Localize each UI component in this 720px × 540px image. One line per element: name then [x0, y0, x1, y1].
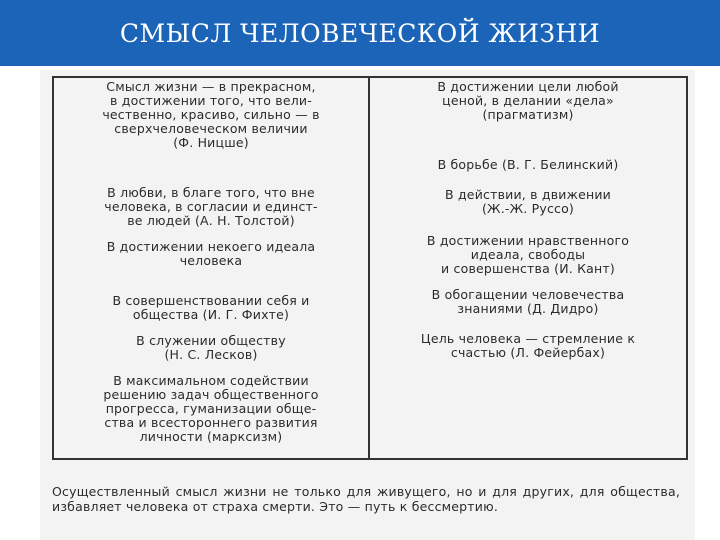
- table-cell: В служении обществу (Н. С. Лесков): [136, 333, 286, 362]
- table-cell: В достижении нравственного идеала, свободы и совершенства (И. Кант): [426, 233, 630, 276]
- slide-title: СМЫСЛ ЧЕЛОВЕЧЕСКОЙ ЖИЗНИ: [119, 18, 601, 48]
- table-cell: В действии, в движении (Ж.-Ж. Руссо): [445, 187, 611, 216]
- title-bar: [0, 0, 720, 66]
- table-left-column: [54, 78, 370, 458]
- table-cell: В обогащении человечества знаниями (Д. Дидро): [431, 287, 625, 316]
- meaning-of-life-table: [52, 76, 688, 460]
- table-cell: В любви, в благе того, что вне человека, в согласии и единст- ве людей (А. Н. Толстой): [104, 185, 318, 228]
- table-cell: Цель человека — стремление к счастью (Л. Фейербах): [420, 331, 636, 360]
- conclusion-paragraph: Осуществленный смысл жизни не только для живущего, но и для других, для общества, избавляет человека от страха смерти. Это — путь к бессмертию.: [52, 484, 680, 514]
- table-cell: В достижении некоего идеала человека: [106, 239, 316, 268]
- table-cell: В совершенствовании себя и общества (И. Г. Фихте): [112, 293, 310, 322]
- table-cell: В максимальном содействии решению задач общественного прогресса, гуманизации обще- ства и всестороннего развития личности (марксизм): [103, 373, 319, 444]
- table-right-column: [370, 78, 686, 458]
- scanned-page: [40, 70, 695, 540]
- table-cell: В борьбе (В. Г. Белинский): [437, 157, 619, 172]
- table-cell: Смысл жизни — в прекрасном, в достижении того, что вели- чественно, красиво, сильно — в сверхчеловеческом величии (Ф. Ницше): [102, 79, 320, 150]
- table-cell: В достижении цели любой ценой, в делании «дела» (прагматизм): [437, 79, 619, 122]
